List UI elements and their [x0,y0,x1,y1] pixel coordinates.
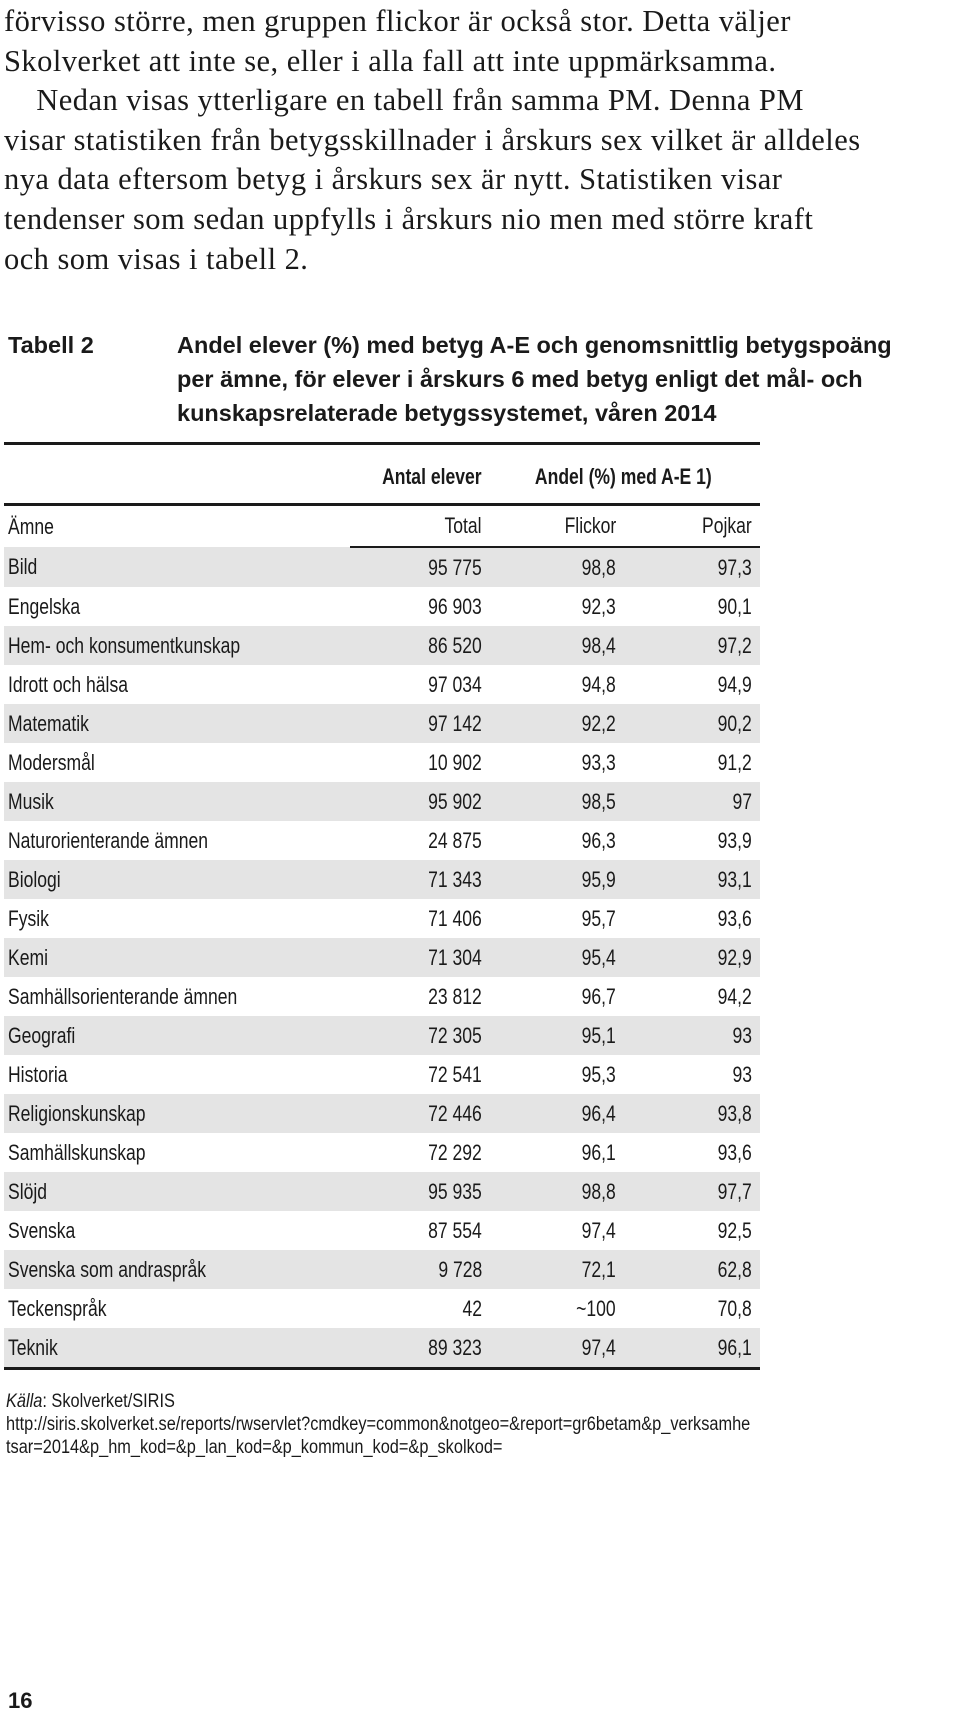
cell-pojkar: 93 [624,1016,760,1055]
cell-flickor: 95,7 [581,905,616,931]
cell-total: 97 142 [350,704,490,743]
cell-flickor: 94,8 [581,671,616,697]
cell-flickor: 93,3 [581,749,616,775]
cell-pojkar: 90,2 [624,704,760,743]
cell-flickor: 98,8 [490,547,624,587]
cell-subject: Idrott och hälsa [8,671,128,697]
cell-total: 71 304 [350,938,490,977]
source-note [6,1390,958,1459]
cell-total: 71 343 [350,860,490,899]
cell-total: 24 875 [428,827,482,853]
paragraph-line: Nedan visas ytterligare en tabell från samma PM. Denna PM [4,83,804,118]
cell-flickor: 95,3 [581,1061,616,1087]
cell-subject: Musik [4,782,350,821]
source-url-line: http://siris.skolverket.se/reports/rwservlet?cmdkey=common&notgeo=&report=gr6betam&p_verksamhe [6,1414,751,1435]
table-row [4,587,760,626]
cell-pojkar: 93,6 [717,905,752,931]
table-title-line: per ämne, för elever i årskurs 6 med betyg enligt det mål- och [177,366,863,392]
cell-total: 42 [462,1295,482,1321]
table-row [4,626,760,665]
cell-pojkar: 62,8 [624,1250,760,1289]
source-label: Källa [6,1391,43,1412]
cell-pojkar: 97,3 [624,547,760,587]
table-row [4,1328,760,1369]
cell-subject: Religionskunskap [4,1094,350,1133]
table-label: Tabell 2 [8,332,94,358]
header-antal-elever: Antal elever [350,444,490,505]
cell-subject: Kemi [4,938,350,977]
cell-total: 72 541 [428,1061,482,1087]
table-body [4,547,760,1369]
cell-total: 9 728 [350,1250,490,1289]
cell-flickor: 95,9 [490,860,624,899]
cell-total: 95 775 [350,547,490,587]
cell-total: 10 902 [428,749,482,775]
cell-subject: Svenska [8,1217,76,1243]
cell-flickor: 97,4 [490,1328,624,1369]
cell-subject: Naturorienterande ämnen [8,827,209,853]
cell-subject: Samhällskunskap [8,1139,146,1165]
paragraph-line: förvisso större, men gruppen flickor är också stor. Detta väljer [4,4,791,38]
cell-total: 71 406 [428,905,482,931]
cell-subject: Geografi [4,1016,350,1055]
table-title-line: Andel elever (%) med betyg A-E och genomsnittlig betygspoäng [177,332,892,358]
paragraph-line: och som visas i tabell 2. [4,241,309,276]
cell-total: 86 520 [350,626,490,665]
cell-total: 96 903 [428,593,482,619]
cell-total: 97 034 [428,671,482,697]
header-pojkar: Pojkar [624,505,760,548]
cell-flickor: 92,3 [581,593,616,619]
table-row [4,547,760,587]
table-row [4,782,760,821]
table-row [4,977,760,1016]
table-row [4,1016,760,1055]
cell-pojkar: 97 [624,782,760,821]
table-row [4,821,760,860]
cell-total: 72 292 [428,1139,482,1165]
cell-flickor: 98,8 [490,1172,624,1211]
cell-subject: Slöjd [4,1172,350,1211]
source-url-line: tsar=2014&p_hm_kod=&p_lan_kod=&p_kommun_kod=&p_skolkod= [6,1437,503,1458]
cell-pojkar: 93,6 [717,1139,752,1165]
header-blank [4,444,350,505]
cell-flickor: 92,2 [490,704,624,743]
table-row [4,1172,760,1211]
paragraph-line: nya data eftersom betyg i årskurs sex är nytt. Statistiken visar [4,162,783,197]
table-row [4,1289,760,1328]
table-row [4,1250,760,1289]
cell-total: 89 323 [350,1328,490,1369]
table-row [4,1133,760,1172]
cell-flickor: ~100 [576,1295,616,1321]
cell-pojkar: 93,9 [717,827,752,853]
cell-subject: Samhällsorienterande ämnen [8,983,238,1009]
table-row [4,860,760,899]
cell-total: 87 554 [428,1217,482,1243]
cell-total: 95 935 [350,1172,490,1211]
header-andel: Andel (%) med A-E 1) [490,444,760,505]
cell-pojkar: 92,5 [717,1217,752,1243]
table-row [4,704,760,743]
cell-flickor: 72,1 [490,1250,624,1289]
body-paragraph [4,2,954,279]
cell-flickor: 98,5 [490,782,624,821]
cell-pojkar: 70,8 [717,1295,752,1321]
cell-total: 72 446 [350,1094,490,1133]
cell-subject: Teknik [4,1328,350,1369]
table-row [4,1211,760,1250]
source-text: : Skolverket/SIRIS [42,1391,175,1412]
cell-subject: Hem- och konsumentkunskap [4,626,350,665]
header-total: Total [350,505,490,548]
cell-flickor: 95,1 [490,1016,624,1055]
header-flickor: Flickor [490,505,624,548]
cell-pojkar: 93,8 [624,1094,760,1133]
cell-subject: Bild [4,547,350,587]
paragraph-line: Skolverket att inte se, eller i alla fall att inte uppmärksamma. [4,43,777,78]
table-column-header-row [4,505,760,548]
cell-pojkar: 93 [732,1061,752,1087]
cell-subject: Fysik [8,905,49,931]
table-row [4,938,760,977]
paragraph-line: tendenser som sedan uppfylls i årskurs nio men med större kraft [4,201,814,236]
cell-pojkar: 92,9 [624,938,760,977]
cell-flickor: 95,4 [490,938,624,977]
cell-flickor: 96,4 [490,1094,624,1133]
cell-pojkar: 97,7 [624,1172,760,1211]
cell-subject: Biologi [4,860,350,899]
cell-total: 72 305 [350,1016,490,1055]
cell-subject: Teckenspråk [8,1295,107,1321]
cell-subject: Matematik [4,704,350,743]
table-row [4,665,760,704]
table-group-header-row [4,444,760,505]
cell-pojkar: 94,9 [717,671,752,697]
cell-subject: Modersmål [8,749,95,775]
cell-pojkar: 91,2 [717,749,752,775]
cell-pojkar: 97,2 [624,626,760,665]
cell-flickor: 97,4 [581,1217,616,1243]
cell-pojkar: 94,2 [717,983,752,1009]
cell-pojkar: 90,1 [717,593,752,619]
grades-table [4,442,760,1370]
cell-subject: Engelska [8,593,81,619]
table-row [4,743,760,782]
cell-flickor: 96,3 [581,827,616,853]
cell-total: 95 902 [350,782,490,821]
table-row [4,1055,760,1094]
cell-pojkar: 93,1 [624,860,760,899]
table-title [177,328,957,430]
cell-subject: Svenska som andraspråk [4,1250,350,1289]
grades-table-container [4,442,760,1370]
cell-subject: Historia [8,1061,68,1087]
cell-total: 23 812 [428,983,482,1009]
page-number: 16 [8,1688,33,1713]
table-row [4,899,760,938]
cell-flickor: 96,7 [581,983,616,1009]
cell-pojkar: 96,1 [624,1328,760,1369]
header-amne: Ämne [4,505,350,548]
table-title-line: kunskapsrelaterade betygssystemet, våren 2014 [177,400,717,426]
cell-flickor: 96,1 [581,1139,616,1165]
paragraph-line: visar statistiken från betygsskillnader i årskurs sex vilket är alldeles [4,122,861,157]
table-row [4,1094,760,1133]
cell-flickor: 98,4 [490,626,624,665]
